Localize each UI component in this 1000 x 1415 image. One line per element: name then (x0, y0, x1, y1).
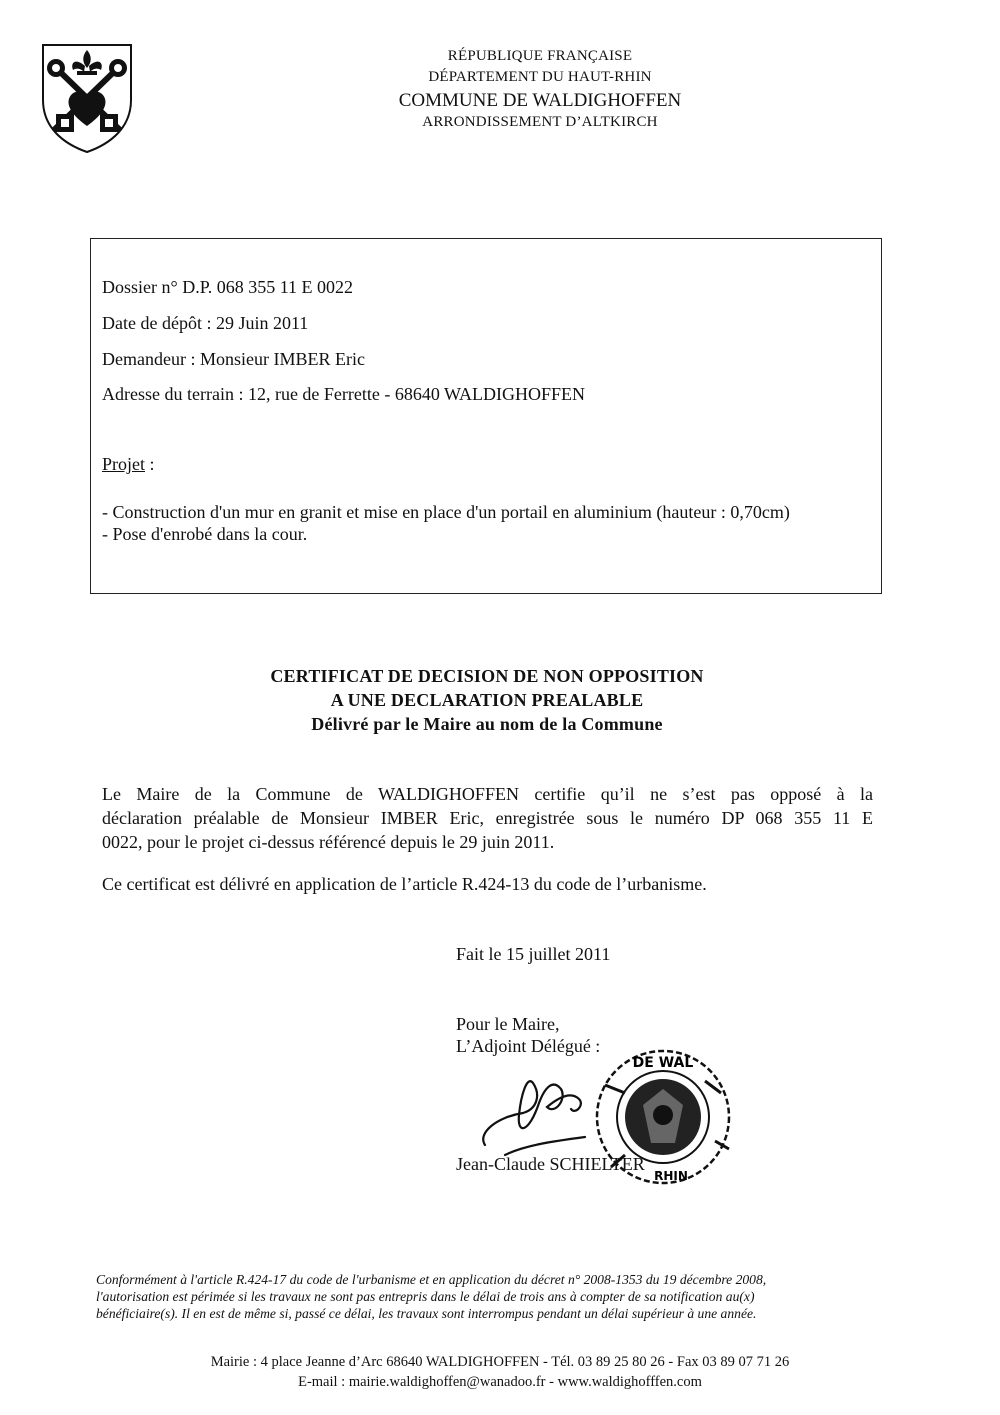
dossier-address: Adresse du terrain : 12, rue de Ferrette - 68640 WALDIGHOFFEN (102, 384, 586, 404)
svg-text:DE WAL: DE WAL (632, 1055, 694, 1071)
project-item: - Pose d'enrobé dans la cour. (102, 524, 308, 544)
footnote-line: l'autorisation est périmée si les travaux ne sont pas entrepris dans le délai de trois ans à compter de sa notification au(x) (96, 1289, 755, 1304)
certificate-title: CERTIFICAT DE DECISION DE NON OPPOSITION (270, 666, 704, 686)
project-label: Projet (102, 454, 145, 474)
certificate-subtitle: A UNE DECLARATION PREALABLE (330, 690, 644, 710)
header-arrondissement: ARRONDISSEMENT D’ALTKIRCH (422, 114, 658, 130)
certificate-issued-by: Délivré par le Maire au nom de la Commune (311, 714, 663, 734)
handwritten-signature (483, 1081, 585, 1155)
certificate-paragraph-line: Le Maire de la Commune de WALDIGHOFFEN certifie qu’il ne s’est pas opposé à la (102, 784, 873, 804)
coat-of-arms-logo (40, 42, 134, 154)
signatory-name: Jean-Claude SCHIELTER (456, 1154, 645, 1174)
header-republic: RÉPUBLIQUE FRANÇAISE (447, 48, 633, 64)
signature-deputy: L’Adjoint Délégué : (456, 1036, 601, 1056)
project-heading (102, 454, 155, 475)
mairie-stamp (597, 1051, 729, 1183)
project-item: - Construction d'un mur en granit et mise en place d'un portail en aluminium (hauteur : 0,70cm) (102, 502, 790, 522)
legal-footnote (96, 1271, 876, 1322)
dossier-applicant: Demandeur : Monsieur IMBER Eric (102, 349, 365, 369)
signature-for-mayor: Pour le Maire, (456, 1014, 560, 1034)
signature-and-stamp (475, 1045, 760, 1195)
footnote-line: bénéficiaire(s). Il en est de même si, passé ce délai, les travaux sont interrompus pendant un délai supérieur à une année. (96, 1306, 757, 1321)
header-department: DÉPARTEMENT DU HAUT-RHIN (428, 69, 652, 85)
header-commune: COMMUNE DE WALDIGHOFFEN (398, 90, 682, 111)
dossier-date: Date de dépôt : 29 Juin 2011 (102, 313, 309, 333)
certificate-paragraph-line: 0022, pour le projet ci-dessus référencé depuis le 29 juin 2011. (102, 832, 555, 852)
svg-text:RHIN: RHIN (654, 1169, 688, 1183)
certificate-legal-basis: Ce certificat est délivré en application de l’article R.424-13 du code de l’urbanisme. (102, 874, 707, 894)
footer-contact: E-mail : mairie.waldighoffen@wanadoo.fr - www.waldighofffen.com (298, 1374, 702, 1390)
dossier-number: Dossier n° D.P. 068 355 11 E 0022 (102, 277, 354, 297)
signature-date: Fait le 15 juillet 2011 (456, 944, 611, 964)
footnote-line: Conformément à l'article R.424-17 du code de l'urbanisme et en application du décret n° 2008-1353 du 19 décembre 2008, (96, 1272, 767, 1287)
project-colon: : (145, 454, 155, 474)
footer-address: Mairie : 4 place Jeanne d’Arc 68640 WALDIGHOFFEN - Tél. 03 89 25 80 26 - Fax 03 89 07 71 26 (210, 1354, 790, 1370)
certificate-paragraph-line: déclaration préalable de Monsieur IMBER Eric, enregistrée sous le numéro DP 068 355 11 E (102, 808, 873, 828)
